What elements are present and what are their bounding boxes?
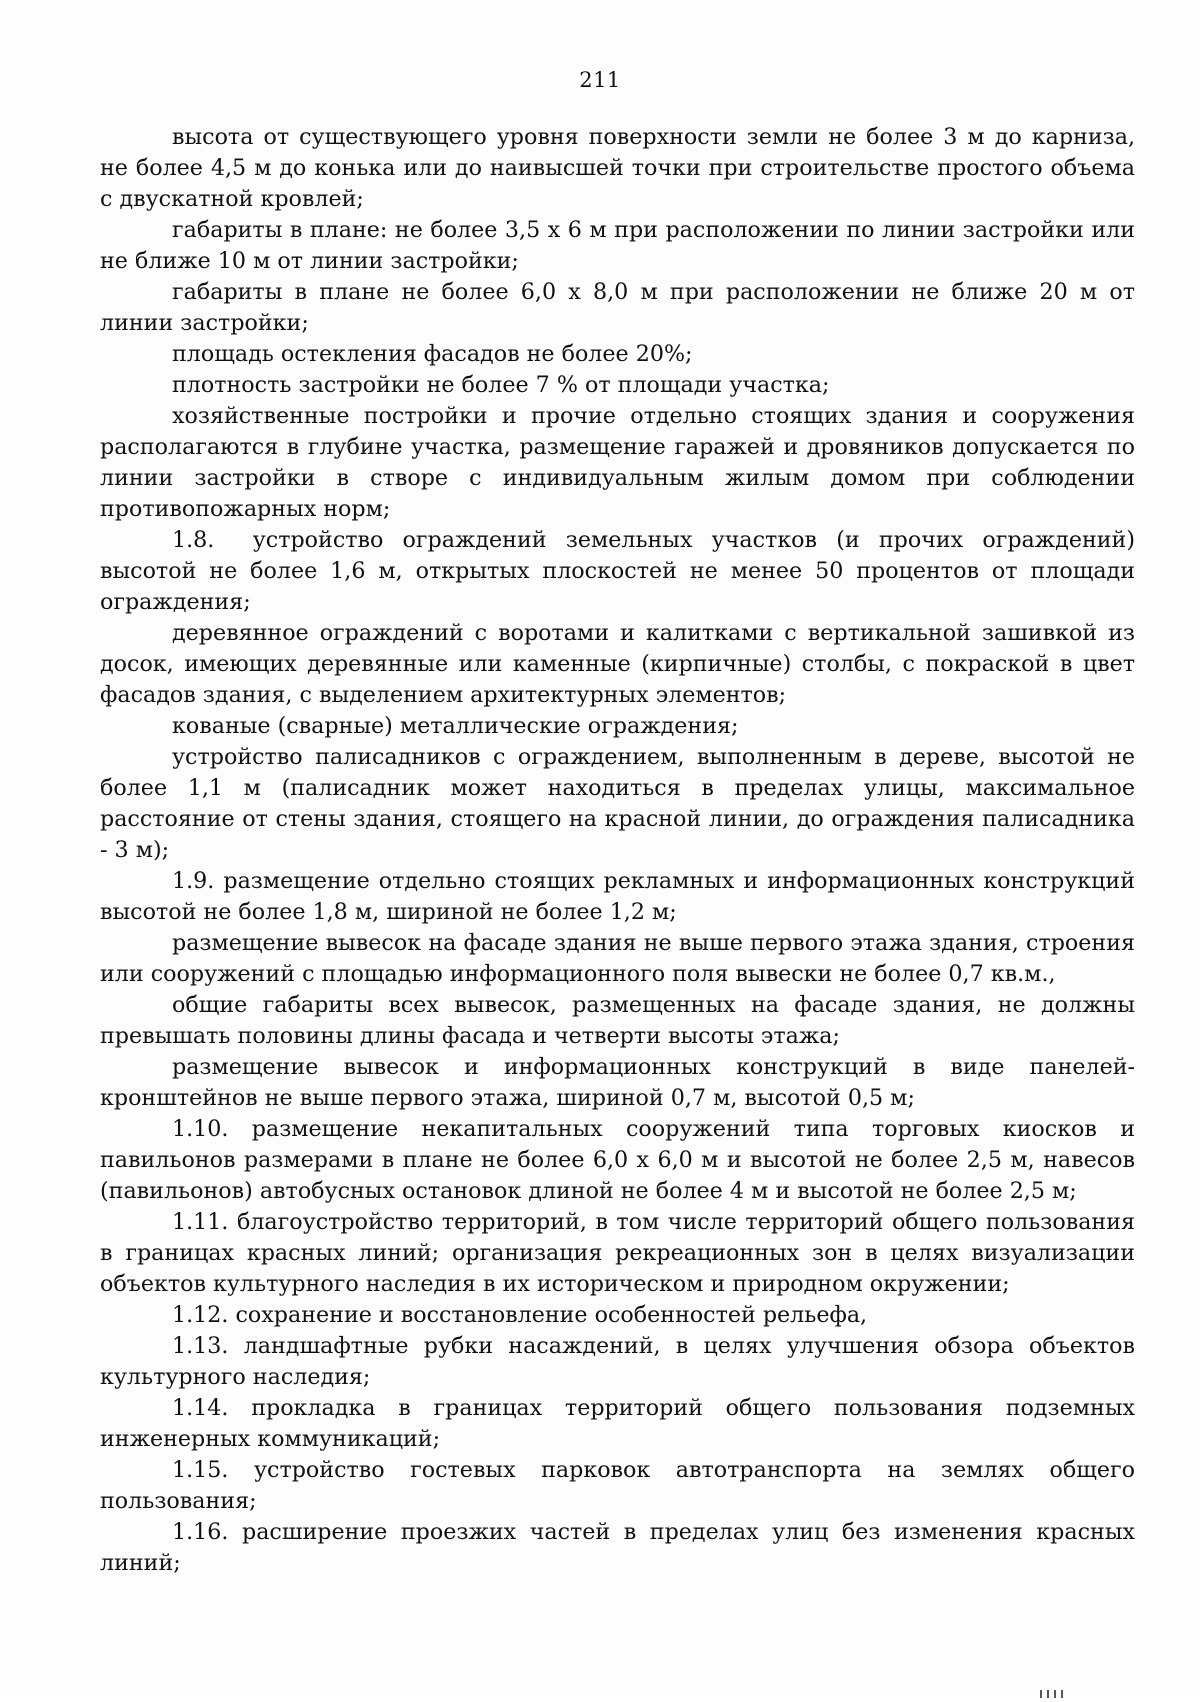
paragraph-1-16: 1.16. расширение проезжих частей в пределах улиц без изменения красных линий; [100, 1519, 1135, 1576]
paragraph: габариты в плане: не более 3,5 х 6 м при расположении по линии застройки или не ближе 10 м от линии застройки; [100, 217, 1135, 274]
paragraph: кованые (сварные) металлические ограждения; [172, 713, 739, 739]
scan-artifact [1040, 1683, 1160, 1691]
page-number: 211 [579, 68, 621, 92]
paragraph: высота от существующего уровня поверхности земли не более 3 м до карниза, не более 4,5 м до конька или до наивысшей точки при строительстве простого объема с двускатной кровлей; [100, 124, 1135, 212]
paragraph: размещение вывесок и информационных конструкций в виде панелей-кронштейнов не выше первого этажа, шириной 0,7 м, высотой 0,5 м; [100, 1054, 1135, 1111]
paragraph: деревянное ограждений с воротами и калитками с вертикальной зашивкой из досок, имеющих деревянные или каменные (кирпичные) столбы, с покраской в цвет фасадов здания, с выделением архитектурных элементов; [100, 620, 1135, 708]
paragraph: плотность застройки не более 7 % от площади участка; [172, 372, 830, 398]
paragraph-1-8: 1.8. устройство ограждений земельных участков (и прочих ограждений) высотой не более 1,6 м, открытых плоскостей не менее 50 процентов от площади ограждения; [100, 527, 1135, 615]
paragraph-1-15: 1.15. устройство гостевых парковок автотранспорта на землях общего пользования; [100, 1457, 1135, 1514]
document-body [100, 122, 1135, 1579]
paragraph: площадь остекления фасадов не более 20%; [172, 341, 693, 367]
paragraph-1-9: 1.9. размещение отдельно стоящих рекламных и информационных конструкций высотой не более 1,8 м, шириной не более 1,2 м; [100, 868, 1135, 925]
paragraph-1-11: 1.11. благоустройство территорий, в том числе территорий общего пользования в границах красных линий; организация рекреационных зон в целях визуализации объектов культурного наследия в их историческом и природном окружении; [100, 1209, 1135, 1297]
paragraph: хозяйственные постройки и прочие отдельно стоящих здания и сооружения располагаются в глубине участка, размещение гаражей и дровяников допускается по линии застройки в створе с индивидуальным жилым домом при соблюдении противопожарных норм; [100, 403, 1135, 522]
paragraph: общие габариты всех вывесок, размещенных на фасаде здания, не должны превышать половины длины фасада и четверти высоты этажа; [100, 992, 1135, 1049]
paragraph: устройство палисадников с ограждением, выполненным в дереве, высотой не более 1,1 м (палисадник может находиться в пределах улицы, максимальное расстояние от стены здания, стоящего на красной линии, до ограждения палисадника - 3 м); [100, 744, 1135, 863]
paragraph: размещение вывесок на фасаде здания не выше первого этажа здания, строения или сооружений с площадью информационного поля вывески не более 0,7 кв.м., [100, 930, 1135, 987]
paragraph-1-10: 1.10. размещение некапитальных сооружений типа торговых киосков и павильонов размерами в плане не более 6,0 х 6,0 м и высотой не более 2,5 м, навесов (павильонов) автобусных остановок длиной не более 4 м и высотой не более 2,5 м; [100, 1116, 1135, 1204]
paragraph: габариты в плане не более 6,0 х 8,0 м при расположении не ближе 20 м от линии застройки; [100, 279, 1135, 336]
paragraph-1-13: 1.13. ландшафтные рубки насаждений, в целях улучшения обзора объектов культурного наследия; [100, 1333, 1135, 1390]
paragraph-1-12: 1.12. сохранение и восстановление особенностей рельефа, [172, 1302, 868, 1328]
paragraph-1-14: 1.14. прокладка в границах территорий общего пользования подземных инженерных коммуникаций; [100, 1395, 1135, 1452]
